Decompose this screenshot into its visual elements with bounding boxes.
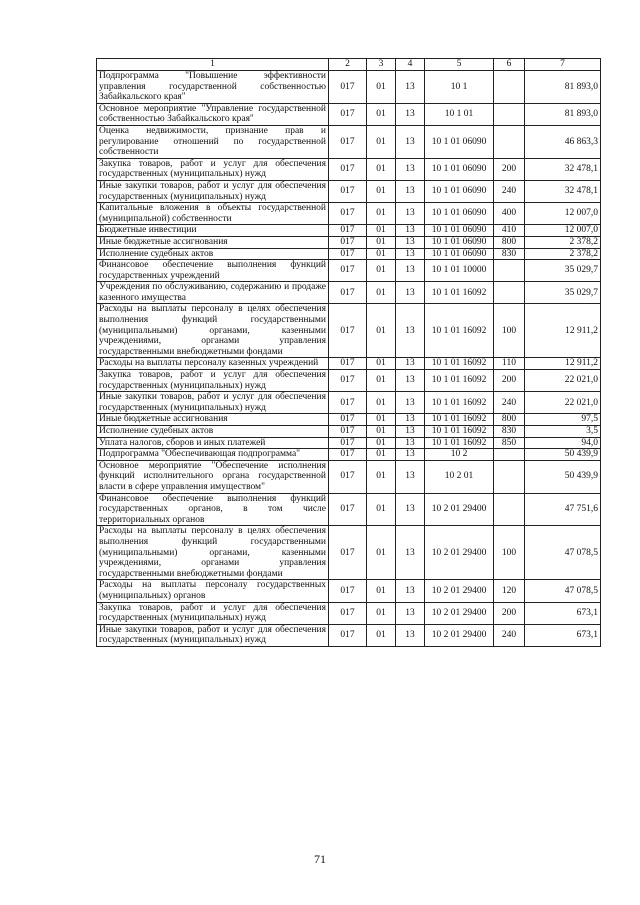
ministry-code-cell: 017: [329, 358, 367, 370]
table-row: [97, 437, 601, 449]
expense-type-cell: 110: [494, 358, 525, 370]
page-number: 71: [314, 852, 326, 866]
amount-cell: 32 478,1: [525, 180, 601, 202]
table-row: [97, 225, 601, 237]
target-article-cell: 10 2 01 29400: [425, 526, 494, 580]
row-name-cell: Закупка товаров, работ и услуг для обеспечения государственных (муниципальных) нужд: [97, 158, 329, 180]
amount-cell: 81 893,0: [525, 103, 601, 125]
target-article-cell: 10 1 01 16092: [425, 304, 494, 358]
target-article-cell: 10 2 01: [425, 460, 494, 493]
subsection-code-cell: 13: [396, 71, 425, 104]
amount-cell: 47 078,5: [525, 526, 601, 580]
expense-type-cell: 100: [494, 526, 525, 580]
subsection-code-cell: 13: [396, 426, 425, 438]
target-article-cell: 10 1: [425, 71, 494, 104]
row-name-cell: Финансовое обеспечение выполнения функций государственных учреждений: [97, 260, 329, 282]
ministry-code-cell: 017: [329, 203, 367, 225]
subsection-code-cell: 13: [396, 180, 425, 202]
ministry-code-cell: 017: [329, 71, 367, 104]
table-row: [97, 304, 601, 358]
row-name-cell: Иные закупки товаров, работ и услуг для обеспечения государственных (муниципальных) нужд: [97, 180, 329, 202]
section-code-cell: 01: [367, 260, 396, 282]
target-article-cell: 10 1 01 06090: [425, 236, 494, 248]
target-article-cell: 10 1 01 10000: [425, 260, 494, 282]
table-row: [97, 236, 601, 248]
target-article-cell: 10 2 01 29400: [425, 493, 494, 526]
section-code-cell: 01: [367, 493, 396, 526]
expense-type-cell: 800: [494, 414, 525, 426]
expense-type-cell: 200: [494, 602, 525, 624]
subsection-code-cell: 13: [396, 304, 425, 358]
section-code-cell: 01: [367, 392, 396, 414]
row-name-cell: Закупка товаров, работ и услуг для обеспечения государственных (муниципальных) нужд: [97, 370, 329, 392]
amount-cell: 32 478,1: [525, 158, 601, 180]
ministry-code-cell: 017: [329, 624, 367, 646]
amount-cell: 97,5: [525, 414, 601, 426]
table-body: [97, 71, 601, 647]
table-row: [97, 449, 601, 461]
ministry-code-cell: 017: [329, 282, 367, 304]
subsection-code-cell: 13: [396, 203, 425, 225]
ministry-code-cell: 017: [329, 426, 367, 438]
table-row: [97, 602, 601, 624]
ministry-code-cell: 017: [329, 225, 367, 237]
section-code-cell: 01: [367, 580, 396, 602]
ministry-code-cell: 017: [329, 449, 367, 461]
expense-type-cell: [494, 125, 525, 158]
expense-type-cell: [494, 460, 525, 493]
row-name-cell: Подпрограмма "Повышение эффективности управления государственной собственностью Забайкальского края": [97, 71, 329, 104]
row-name-cell: Оценка недвижимости, признание прав и регулирование отношений по государственной собственности: [97, 125, 329, 158]
ministry-code-cell: 017: [329, 493, 367, 526]
subsection-code-cell: 13: [396, 282, 425, 304]
budget-table: [96, 58, 601, 647]
expense-type-cell: 400: [494, 203, 525, 225]
amount-cell: 12 007,0: [525, 225, 601, 237]
expense-type-cell: [494, 282, 525, 304]
target-article-cell: 10 1 01 06090: [425, 225, 494, 237]
subsection-code-cell: 13: [396, 260, 425, 282]
section-code-cell: 01: [367, 304, 396, 358]
subsection-code-cell: 13: [396, 624, 425, 646]
target-article-cell: 10 2: [425, 449, 494, 461]
row-name-cell: Капитальные вложения в объекты государственной (муниципальной) собственности: [97, 203, 329, 225]
section-code-cell: 01: [367, 282, 396, 304]
expense-type-cell: 240: [494, 392, 525, 414]
subsection-code-cell: 13: [396, 236, 425, 248]
row-name-cell: Иные закупки товаров, работ и услуг для обеспечения государственных (муниципальных) нужд: [97, 392, 329, 414]
subsection-code-cell: 13: [396, 248, 425, 260]
amount-cell: 35 029,7: [525, 260, 601, 282]
column-header: 5: [425, 59, 494, 71]
row-name-cell: Подпрограмма "Обеспечивающая подпрограмма": [97, 449, 329, 461]
table-row: [97, 414, 601, 426]
table-row: [97, 103, 601, 125]
table-row: [97, 203, 601, 225]
ministry-code-cell: 017: [329, 236, 367, 248]
column-number-row: [97, 59, 601, 71]
column-header: 3: [367, 59, 396, 71]
table-row: [97, 158, 601, 180]
ministry-code-cell: 017: [329, 602, 367, 624]
amount-cell: 47 751,6: [525, 493, 601, 526]
column-header: 2: [329, 59, 367, 71]
table-row: [97, 426, 601, 438]
ministry-code-cell: 017: [329, 370, 367, 392]
expense-type-cell: 100: [494, 304, 525, 358]
expense-type-cell: 200: [494, 370, 525, 392]
table-row: [97, 580, 601, 602]
table-row: [97, 392, 601, 414]
section-code-cell: 01: [367, 125, 396, 158]
target-article-cell: 10 1 01 16092: [425, 358, 494, 370]
row-name-cell: Иные закупки товаров, работ и услуг для обеспечения государственных (муниципальных) нужд: [97, 624, 329, 646]
subsection-code-cell: 13: [396, 460, 425, 493]
column-header: 7: [525, 59, 601, 71]
target-article-cell: 10 1 01 16092: [425, 437, 494, 449]
section-code-cell: 01: [367, 158, 396, 180]
subsection-code-cell: 13: [396, 414, 425, 426]
row-name-cell: Учреждения по обслуживанию, содержанию и продаже казенного имущества: [97, 282, 329, 304]
amount-cell: 12 911,2: [525, 304, 601, 358]
amount-cell: 22 021,0: [525, 370, 601, 392]
subsection-code-cell: 13: [396, 493, 425, 526]
subsection-code-cell: 13: [396, 358, 425, 370]
subsection-code-cell: 13: [396, 225, 425, 237]
ministry-code-cell: 017: [329, 260, 367, 282]
table-row: [97, 248, 601, 260]
ministry-code-cell: 017: [329, 304, 367, 358]
subsection-code-cell: 13: [396, 125, 425, 158]
ministry-code-cell: 017: [329, 158, 367, 180]
target-article-cell: 10 1 01 06090: [425, 203, 494, 225]
column-header: 6: [494, 59, 525, 71]
expense-type-cell: 240: [494, 624, 525, 646]
target-article-cell: 10 1 01 06090: [425, 158, 494, 180]
row-name-cell: Иные бюджетные ассигнования: [97, 414, 329, 426]
row-name-cell: Исполнение судебных актов: [97, 248, 329, 260]
row-name-cell: Расходы на выплаты персоналу государственных (муниципальных) органов: [97, 580, 329, 602]
target-article-cell: 10 2 01 29400: [425, 602, 494, 624]
subsection-code-cell: 13: [396, 449, 425, 461]
ministry-code-cell: 017: [329, 180, 367, 202]
expense-type-cell: 240: [494, 180, 525, 202]
ministry-code-cell: 017: [329, 125, 367, 158]
subsection-code-cell: 13: [396, 370, 425, 392]
amount-cell: 47 078,5: [525, 580, 601, 602]
section-code-cell: 01: [367, 370, 396, 392]
subsection-code-cell: 13: [396, 602, 425, 624]
section-code-cell: 01: [367, 225, 396, 237]
column-header: 4: [396, 59, 425, 71]
subsection-code-cell: 13: [396, 526, 425, 580]
section-code-cell: 01: [367, 437, 396, 449]
row-name-cell: Расходы на выплаты персоналу в целях обеспечения выполнения функций государственными (муниципальными) органами, казенными учреждениями, органами управления государственными внебюджетными фондами: [97, 526, 329, 580]
amount-cell: 94,0: [525, 437, 601, 449]
expense-type-cell: 200: [494, 158, 525, 180]
row-name-cell: Основное мероприятие "Обеспечение исполнения функций исполнительного органа государственной власти в сфере управления имуществом": [97, 460, 329, 493]
subsection-code-cell: 13: [396, 437, 425, 449]
ministry-code-cell: 017: [329, 580, 367, 602]
section-code-cell: 01: [367, 624, 396, 646]
section-code-cell: 01: [367, 449, 396, 461]
expense-type-cell: 830: [494, 426, 525, 438]
table-row: [97, 282, 601, 304]
column-header: 1: [97, 59, 329, 71]
section-code-cell: 01: [367, 414, 396, 426]
table-row: [97, 260, 601, 282]
row-name-cell: Закупка товаров, работ и услуг для обеспечения государственных (муниципальных) нужд: [97, 602, 329, 624]
target-article-cell: 10 2 01 29400: [425, 580, 494, 602]
target-article-cell: 10 1 01 06090: [425, 125, 494, 158]
section-code-cell: 01: [367, 236, 396, 248]
section-code-cell: 01: [367, 526, 396, 580]
target-article-cell: 10 1 01 16092: [425, 426, 494, 438]
amount-cell: 50 439,9: [525, 449, 601, 461]
table-row: [97, 624, 601, 646]
expense-type-cell: [494, 260, 525, 282]
amount-cell: 46 863,3: [525, 125, 601, 158]
subsection-code-cell: 13: [396, 158, 425, 180]
section-code-cell: 01: [367, 248, 396, 260]
subsection-code-cell: 13: [396, 580, 425, 602]
expense-type-cell: 850: [494, 437, 525, 449]
ministry-code-cell: 017: [329, 460, 367, 493]
ministry-code-cell: 017: [329, 392, 367, 414]
table-row: [97, 180, 601, 202]
section-code-cell: 01: [367, 602, 396, 624]
amount-cell: 673,1: [525, 624, 601, 646]
section-code-cell: 01: [367, 358, 396, 370]
amount-cell: 3,5: [525, 426, 601, 438]
table-row: [97, 526, 601, 580]
row-name-cell: Расходы на выплаты персоналу казенных учреждений: [97, 358, 329, 370]
ministry-code-cell: 017: [329, 437, 367, 449]
expense-type-cell: 800: [494, 236, 525, 248]
subsection-code-cell: 13: [396, 103, 425, 125]
ministry-code-cell: 017: [329, 526, 367, 580]
row-name-cell: Расходы на выплаты персоналу в целях обеспечения выполнения функций государственными (муниципальными) органами, казенными учреждениями, органами управления государственными внебюджетными фондами: [97, 304, 329, 358]
section-code-cell: 01: [367, 71, 396, 104]
section-code-cell: 01: [367, 103, 396, 125]
table-row: [97, 460, 601, 493]
target-article-cell: 10 1 01 06090: [425, 248, 494, 260]
row-name-cell: Исполнение судебных актов: [97, 426, 329, 438]
table-row: [97, 125, 601, 158]
row-name-cell: Финансовое обеспечение выполнения функций государственных органов, в том числе территориальных органов: [97, 493, 329, 526]
target-article-cell: 10 1 01 16092: [425, 392, 494, 414]
subsection-code-cell: 13: [396, 392, 425, 414]
target-article-cell: 10 1 01 06090: [425, 180, 494, 202]
row-name-cell: Основное мероприятие "Управление государственной собственностью Забайкальского края": [97, 103, 329, 125]
ministry-code-cell: 017: [329, 414, 367, 426]
expense-type-cell: [494, 493, 525, 526]
section-code-cell: 01: [367, 180, 396, 202]
target-article-cell: 10 1 01: [425, 103, 494, 125]
expense-type-cell: [494, 71, 525, 104]
target-article-cell: 10 1 01 16092: [425, 414, 494, 426]
amount-cell: 2 378,2: [525, 248, 601, 260]
section-code-cell: 01: [367, 460, 396, 493]
table-row: [97, 493, 601, 526]
target-article-cell: 10 1 01 16092: [425, 282, 494, 304]
section-code-cell: 01: [367, 426, 396, 438]
amount-cell: 2 378,2: [525, 236, 601, 248]
expense-type-cell: 410: [494, 225, 525, 237]
row-name-cell: Бюджетные инвестиции: [97, 225, 329, 237]
expense-type-cell: [494, 449, 525, 461]
table-row: [97, 358, 601, 370]
expense-type-cell: [494, 103, 525, 125]
amount-cell: 673,1: [525, 602, 601, 624]
target-article-cell: 10 1 01 16092: [425, 370, 494, 392]
expense-type-cell: 830: [494, 248, 525, 260]
target-article-cell: 10 2 01 29400: [425, 624, 494, 646]
section-code-cell: 01: [367, 203, 396, 225]
amount-cell: 12 007,0: [525, 203, 601, 225]
row-name-cell: Иные бюджетные ассигнования: [97, 236, 329, 248]
amount-cell: 81 893,0: [525, 71, 601, 104]
table-row: [97, 71, 601, 104]
amount-cell: 35 029,7: [525, 282, 601, 304]
amount-cell: 50 439,9: [525, 460, 601, 493]
ministry-code-cell: 017: [329, 248, 367, 260]
ministry-code-cell: 017: [329, 103, 367, 125]
expense-type-cell: 120: [494, 580, 525, 602]
row-name-cell: Уплата налогов, сборов и иных платежей: [97, 437, 329, 449]
table-row: [97, 370, 601, 392]
amount-cell: 12 911,2: [525, 358, 601, 370]
amount-cell: 22 021,0: [525, 392, 601, 414]
